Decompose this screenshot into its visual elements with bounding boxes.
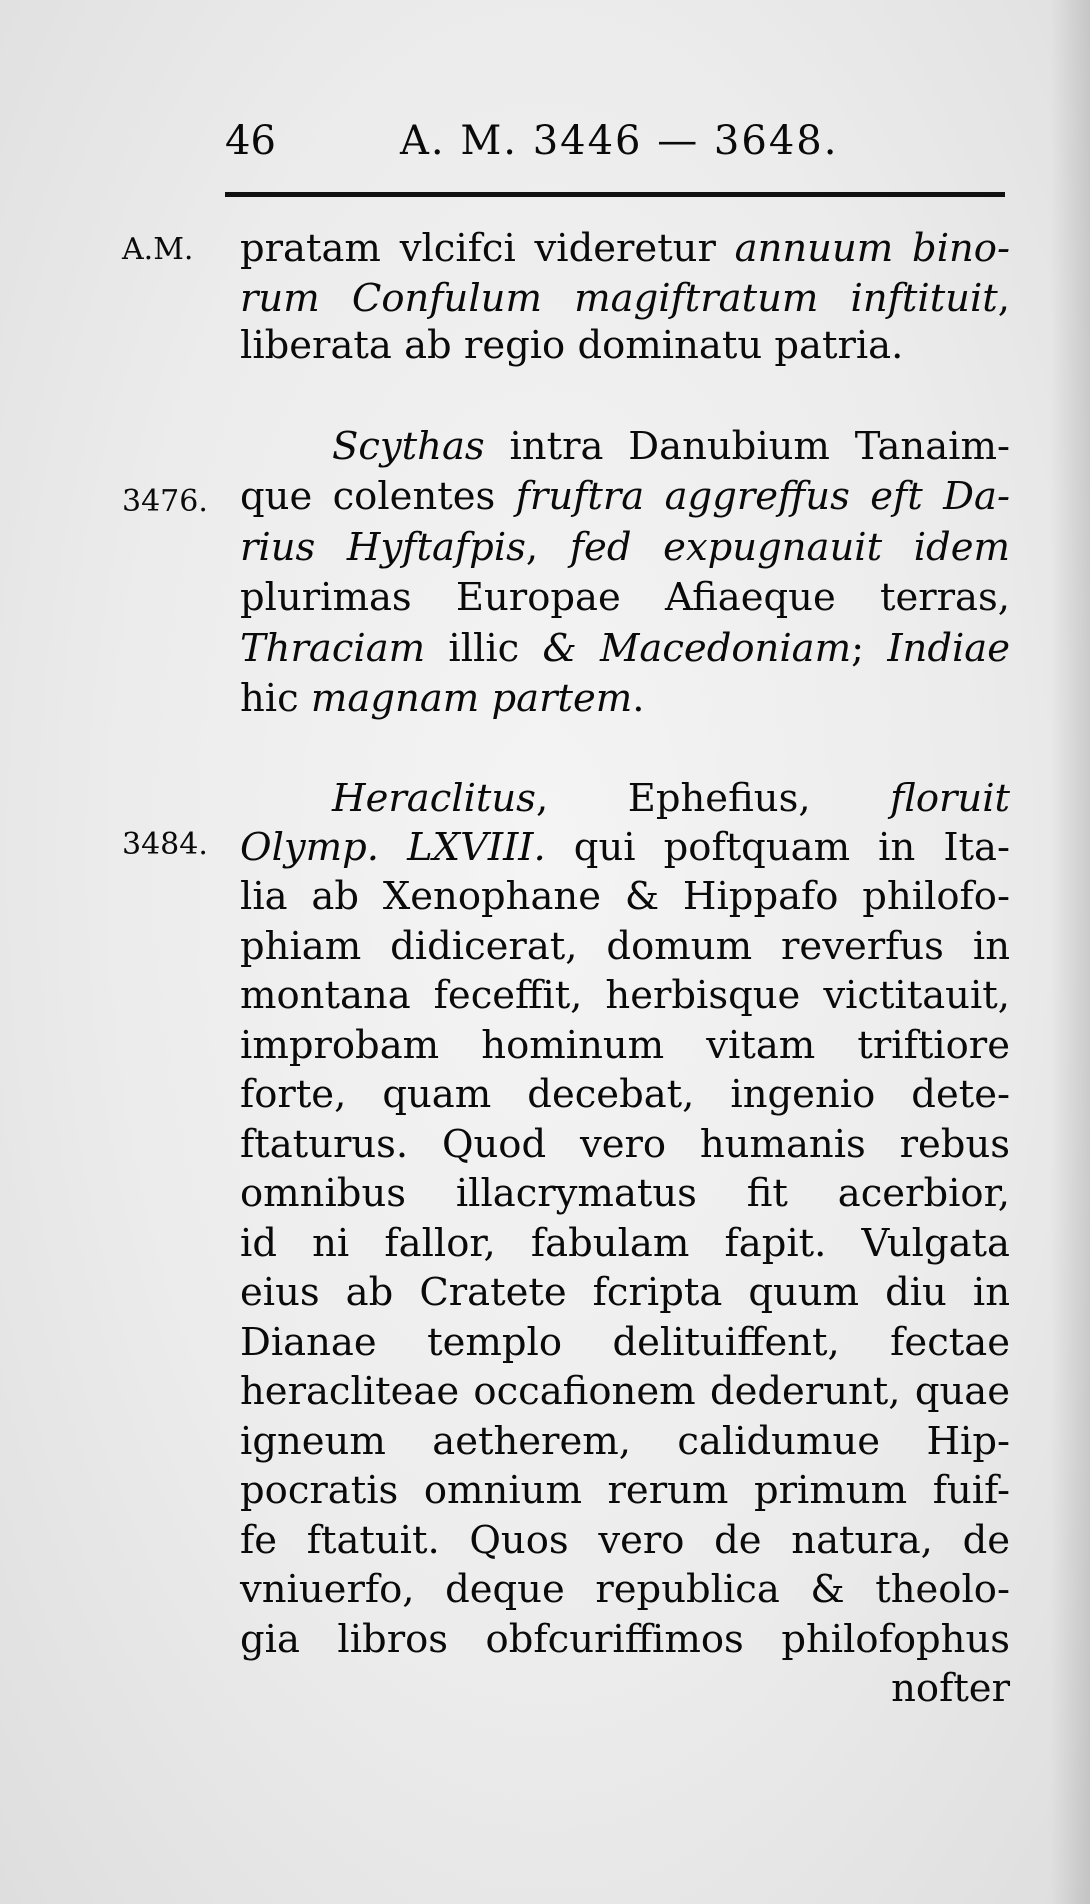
text-run: qui poftquam in Ita- bbox=[545, 825, 1010, 870]
text-line bbox=[240, 924, 1010, 969]
text-line bbox=[240, 874, 1010, 919]
text-line bbox=[240, 1468, 1010, 1513]
text-run: intra Danubium Tanaim- bbox=[484, 424, 1010, 469]
page-number: 46 bbox=[225, 118, 276, 164]
text-run: , bbox=[525, 525, 570, 570]
text-run: heracliteae occafionem dederunt, quae bbox=[240, 1369, 1010, 1414]
text-run: hic bbox=[240, 676, 311, 721]
text-run: Dianae templo delituiffent, fectae bbox=[240, 1320, 1010, 1365]
italic-run: Indiae bbox=[887, 626, 1011, 671]
text-line bbox=[240, 1270, 1010, 1315]
text-line bbox=[240, 973, 1010, 1018]
text-run: lia ab Xenophane & Hippafo philofo- bbox=[240, 874, 1010, 919]
text-run: , Ephefius, bbox=[535, 776, 891, 821]
margin-note-am: A.M. bbox=[122, 232, 194, 267]
text-run: improbam hominum vitam triftiore bbox=[240, 1023, 1010, 1068]
text-line bbox=[240, 1567, 1010, 1612]
italic-run: floruit bbox=[890, 776, 1010, 821]
text-run: que colentes bbox=[240, 474, 516, 519]
text-line bbox=[240, 1369, 1010, 1414]
text-line bbox=[240, 1666, 1010, 1711]
header-rule bbox=[225, 192, 1005, 197]
text-line bbox=[240, 323, 1010, 368]
italic-run: rius Hyftafpis bbox=[240, 525, 526, 570]
italic-run: Thraciam bbox=[240, 626, 426, 671]
text-run: . bbox=[632, 676, 645, 721]
text-line bbox=[332, 424, 1010, 469]
text-line bbox=[240, 626, 1011, 671]
text-run: illic bbox=[425, 626, 543, 671]
italic-run: magnam partem bbox=[310, 676, 633, 721]
text-run: nofter bbox=[891, 1666, 1010, 1711]
text-line bbox=[240, 1171, 1010, 1216]
text-run: montana feceffit, herbisque victitauit, bbox=[240, 973, 1010, 1018]
text-run: ftaturus. Quod vero humanis rebus bbox=[240, 1122, 1010, 1167]
italic-run: Olymp. LXVIII. bbox=[240, 825, 546, 870]
text-line bbox=[240, 276, 1010, 321]
text-line bbox=[240, 1419, 1010, 1464]
text-run: vniuerfo, deque republica & theolo- bbox=[240, 1567, 1010, 1612]
text-line bbox=[240, 1072, 1010, 1117]
text-run: pocratis omnium rerum primum fuif- bbox=[240, 1468, 1010, 1513]
text-line bbox=[240, 525, 1010, 570]
text-line bbox=[240, 575, 1010, 620]
text-line bbox=[240, 1023, 1010, 1068]
text-line bbox=[240, 1518, 1010, 1563]
page-edge-shadow bbox=[1050, 0, 1090, 1904]
text-run: eius ab Cratete fcripta quum diu in bbox=[240, 1270, 1010, 1315]
text-run: plurimas Europae Afiaeque terras, bbox=[240, 575, 1010, 620]
page-header bbox=[225, 118, 1015, 178]
italic-run: fed expugnauit idem bbox=[569, 525, 1010, 570]
italic-run: & Macedoniam bbox=[542, 626, 852, 671]
text-run: gia libros obfcuriffimos philofophus bbox=[240, 1617, 1010, 1662]
text-run: phiam didicerat, domum reverfus in bbox=[240, 924, 1010, 969]
margin-note-year-3476: 3476. bbox=[122, 484, 208, 519]
text-line bbox=[240, 1122, 1010, 1167]
text-line bbox=[240, 825, 1010, 870]
text-line bbox=[240, 676, 1010, 721]
text-line bbox=[240, 226, 1010, 271]
text-run: omnibus illacrymatus fit acerbior, bbox=[240, 1171, 1010, 1216]
text-run: ; bbox=[851, 626, 888, 671]
italic-run: Heraclitus bbox=[332, 776, 536, 821]
text-run: , bbox=[997, 276, 1010, 321]
italic-run: Scythas bbox=[332, 424, 485, 469]
text-run: forte, quam decebat, ingenio dete- bbox=[240, 1072, 1010, 1117]
italic-run: rum Confulum magiftratum inftituit bbox=[240, 276, 998, 321]
text-run: igneum aetherem, calidumue Hip- bbox=[240, 1419, 1010, 1464]
text-line bbox=[240, 1617, 1010, 1662]
text-line bbox=[332, 776, 1010, 821]
text-line bbox=[240, 1221, 1010, 1266]
text-line bbox=[240, 474, 1010, 519]
margin-note-year-3484: 3484. bbox=[122, 827, 208, 862]
text-run: id ni fallor, fabulam fapit. Vulgata bbox=[240, 1221, 1010, 1266]
text-run: fe ftatuit. Quos vero de natura, de bbox=[240, 1518, 1010, 1563]
running-head: A. M. 3446 — 3648. bbox=[400, 118, 839, 164]
text-run: pratam vlcifci videretur bbox=[240, 226, 735, 271]
italic-run: annuum bino- bbox=[734, 226, 1010, 271]
text-run: liberata ab regio dominatu patria. bbox=[240, 323, 904, 368]
italic-run: fruftra aggreffus eft Da- bbox=[515, 474, 1010, 519]
text-line bbox=[240, 1320, 1010, 1365]
